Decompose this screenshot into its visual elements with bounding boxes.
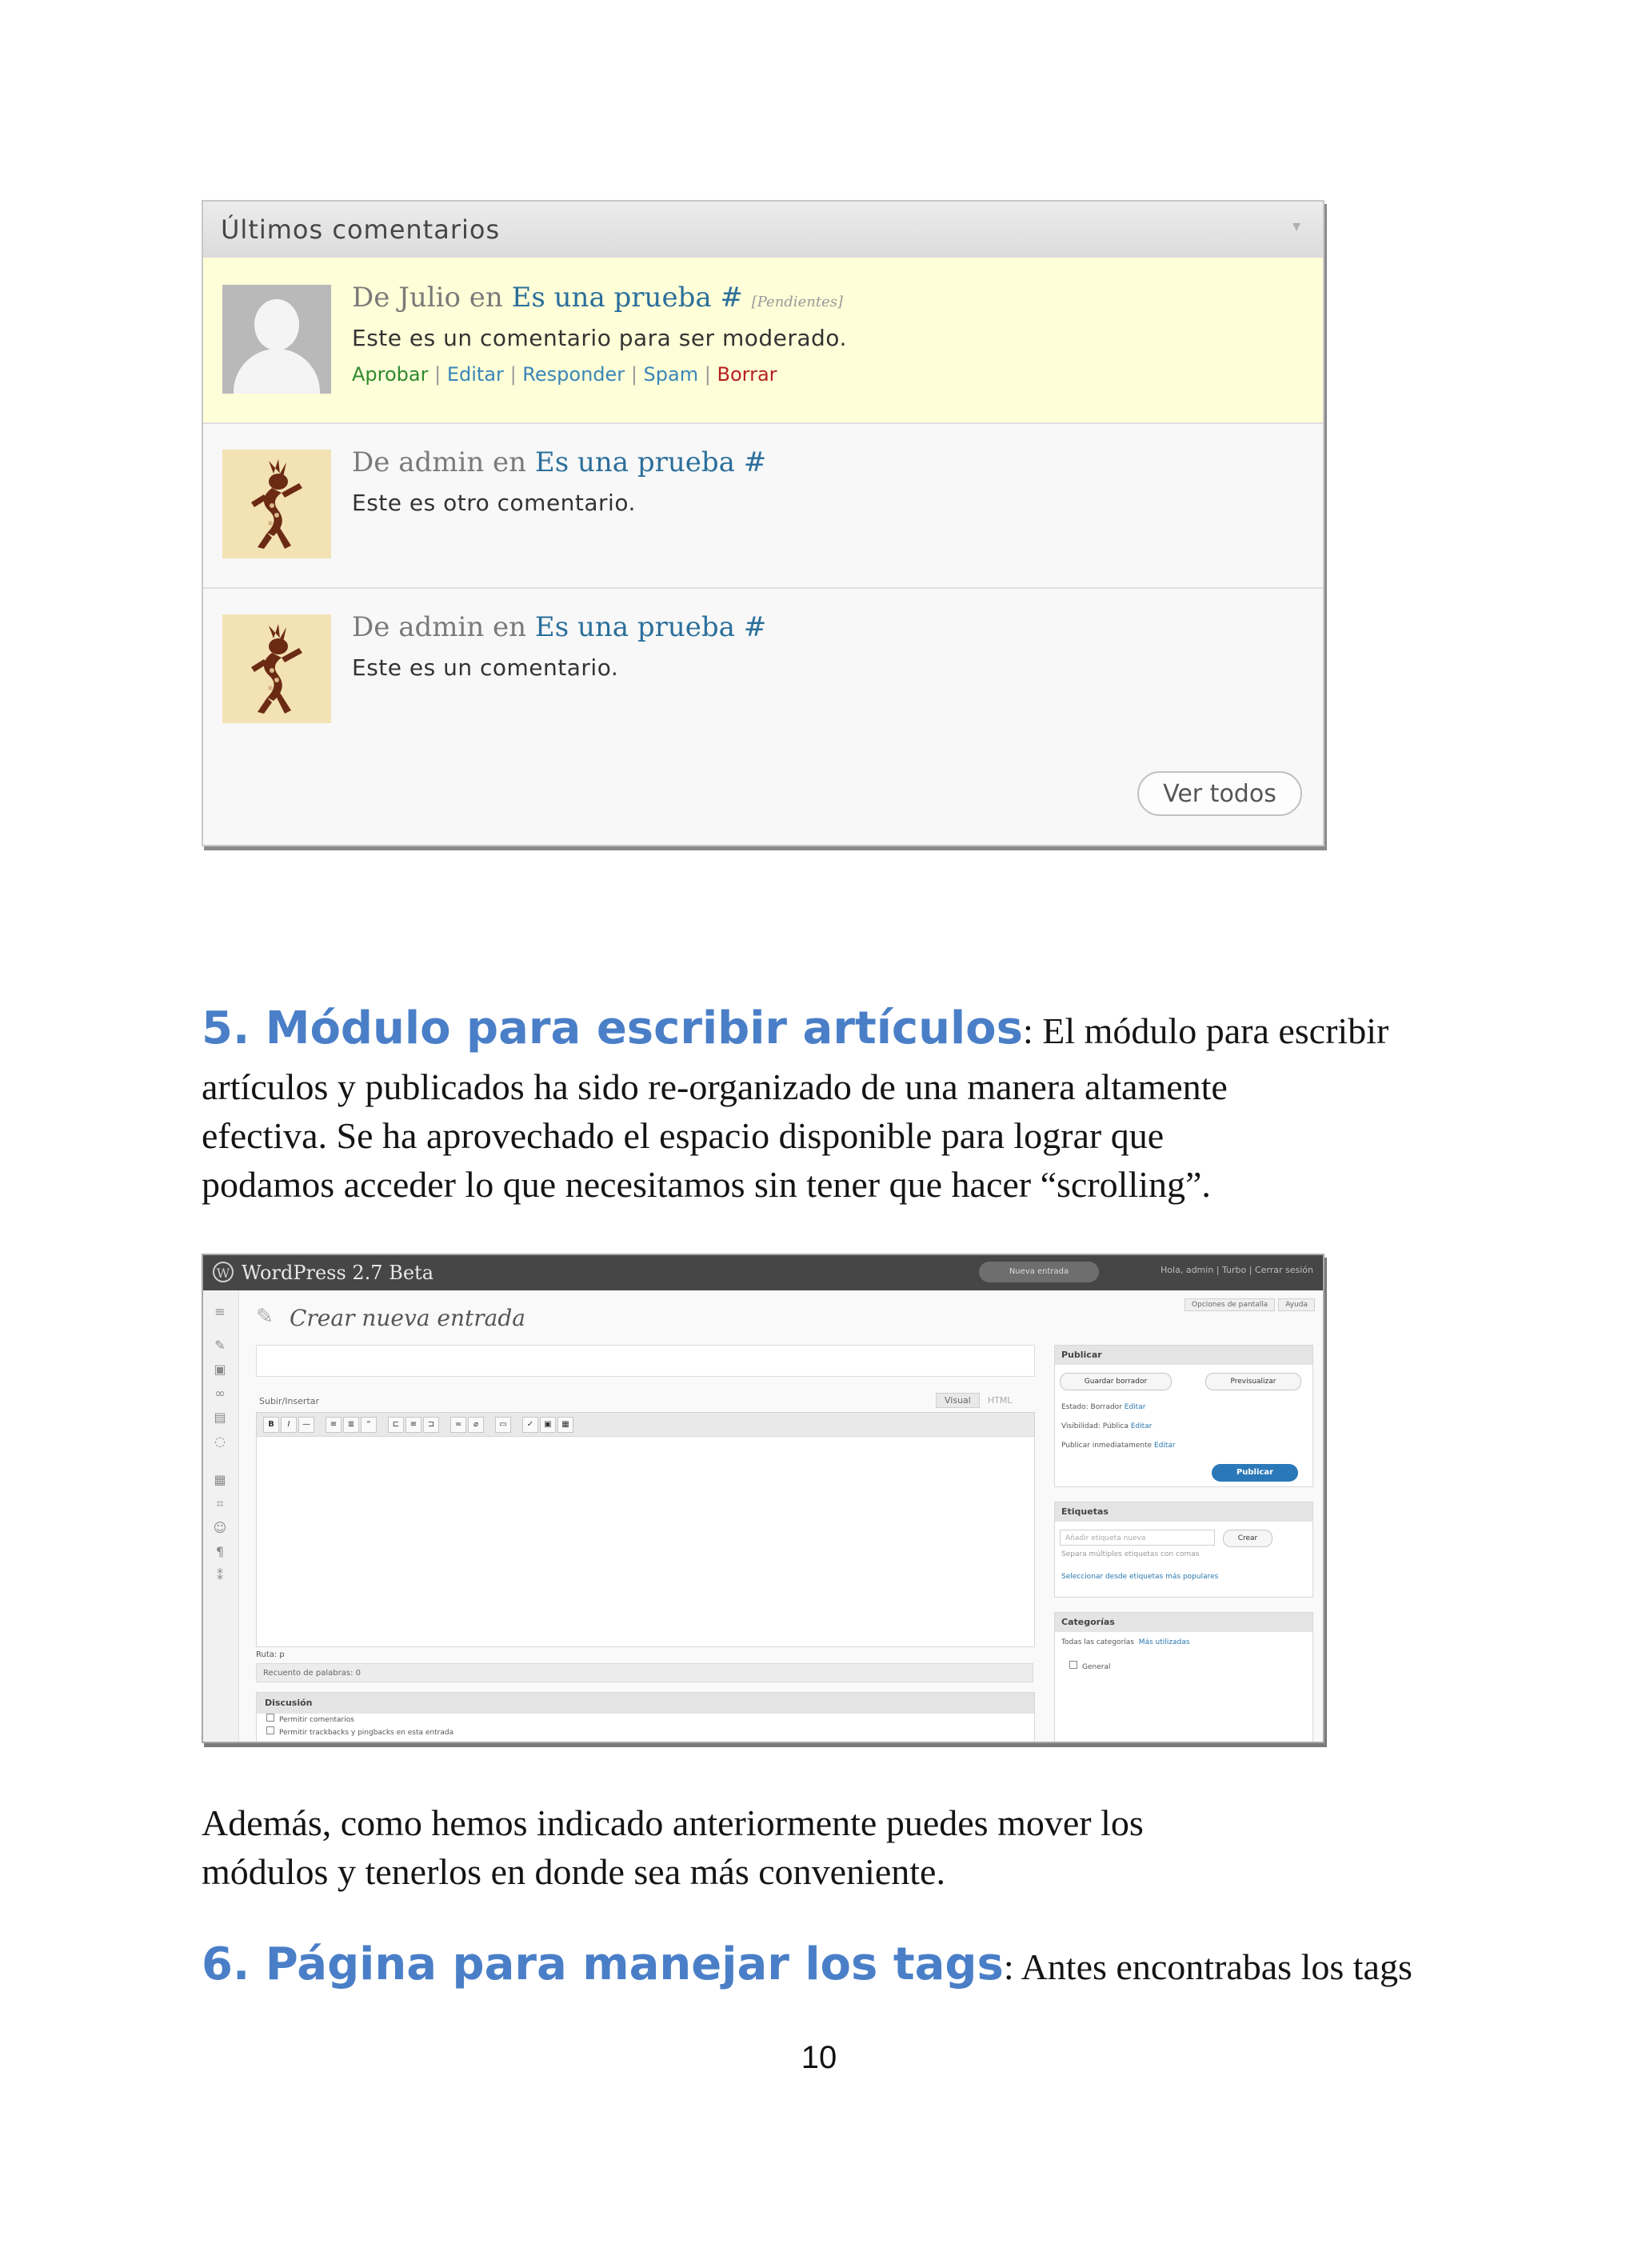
link-icon[interactable]: ∞: [450, 1417, 466, 1433]
approve-link[interactable]: Aprobar: [352, 363, 429, 386]
align-center-icon[interactable]: ≡: [406, 1417, 421, 1433]
discussion-box: [256, 1692, 1035, 1743]
kokopelli-avatar: [222, 614, 331, 723]
separator: |: [434, 363, 441, 386]
tab-visual[interactable]: Visual: [936, 1393, 980, 1408]
publish-box-title[interactable]: Publicar: [1055, 1346, 1312, 1365]
latest-comments-screenshot: [202, 200, 1324, 846]
tag-input[interactable]: Añadir etiqueta nueva: [1060, 1530, 1215, 1546]
publish-button[interactable]: Publicar: [1212, 1464, 1298, 1482]
checkbox[interactable]: [1069, 1661, 1077, 1669]
separator: |: [630, 363, 637, 386]
plugins-icon[interactable]: ⌗: [216, 1496, 224, 1511]
allow-comments-label: Permitir comentarios: [279, 1716, 354, 1724]
comment-actions: [352, 363, 777, 386]
save-draft-button[interactable]: Guardar borrador: [1060, 1373, 1172, 1390]
comment-author: De admin en: [352, 446, 527, 478]
screen-options: [1181, 1298, 1315, 1311]
comment-author: De Julio en: [352, 282, 503, 314]
add-tag-button[interactable]: Crear: [1223, 1530, 1272, 1547]
wordpress-logo-icon: W: [213, 1262, 234, 1282]
post-title-input[interactable]: [256, 1345, 1035, 1377]
triangle-down-icon[interactable]: ▾: [1292, 216, 1301, 235]
tab-html[interactable]: HTML: [987, 1395, 1013, 1406]
status-row: [1061, 1403, 1145, 1411]
categories-box: [1054, 1612, 1313, 1743]
spellcheck-icon[interactable]: ✓: [522, 1417, 538, 1433]
comment-text: Este es un comentario para ser moderado.: [352, 325, 847, 351]
app-title: WordPress 2.7 Beta: [242, 1262, 433, 1284]
section5-text: : El módulo para escribir: [1022, 1010, 1389, 1051]
paragraph-line-1: Además, como hemos indicado anteriormente puedes mover los: [202, 1802, 1144, 1843]
new-entry-button[interactable]: Nueva entrada: [979, 1262, 1099, 1282]
publish-date-label: Publicar inmediatamente: [1061, 1442, 1153, 1450]
comment-item: [203, 422, 1323, 589]
page-title: Crear nueva entrada: [290, 1305, 525, 1331]
pages-icon[interactable]: ▤: [214, 1410, 226, 1425]
more-tag-icon[interactable]: ▭: [495, 1417, 511, 1433]
comment-post-link[interactable]: Es una prueba #: [534, 611, 767, 643]
tags-box: [1054, 1502, 1313, 1598]
section5-line-3: efectiva. Se ha aprovechado el espacio disponible para lograr que: [202, 1115, 1165, 1156]
delete-link[interactable]: Borrar: [717, 363, 777, 386]
edit-link[interactable]: Editar: [446, 363, 504, 386]
help-button[interactable]: Ayuda: [1278, 1298, 1315, 1311]
unlink-icon[interactable]: ⌀: [468, 1417, 484, 1433]
tags-box-title[interactable]: Etiquetas: [1055, 1502, 1312, 1522]
upload-insert-label[interactable]: Subir/Insertar: [259, 1396, 320, 1406]
tags-hint: Separa múltiples etiquetas con comas: [1061, 1550, 1200, 1558]
kitchen-sink-icon[interactable]: ▦: [557, 1417, 573, 1433]
tools-icon[interactable]: ¶: [215, 1544, 225, 1559]
section6-text: : Antes encontrabas los tags: [1003, 1946, 1412, 1987]
separator: |: [509, 363, 517, 386]
bold-icon[interactable]: B: [263, 1417, 279, 1433]
category-item[interactable]: [1069, 1661, 1110, 1671]
strikethrough-icon[interactable]: —: [298, 1417, 314, 1433]
widget-header: [203, 202, 1323, 259]
appearance-icon[interactable]: ▦: [214, 1472, 226, 1487]
category-tabs: [1061, 1638, 1189, 1646]
checkbox[interactable]: [266, 1714, 274, 1722]
admin-menu: [203, 1290, 239, 1742]
align-right-icon[interactable]: ⊐: [423, 1417, 439, 1433]
editor-tabs: [936, 1393, 1020, 1408]
view-all-button[interactable]: Ver todos: [1137, 771, 1302, 816]
section5-heading: 5. Módulo para escribir artículos: [202, 1002, 1023, 1054]
media-icon[interactable]: ▣: [214, 1362, 226, 1377]
comment-post-link[interactable]: Es una prueba #: [534, 446, 767, 478]
discussion-title[interactable]: Discusión: [257, 1693, 1034, 1714]
section5-line-4: podamos acceder lo que necesitamos sin tener que hacer “scrolling”.: [202, 1164, 1211, 1205]
screen-options-button[interactable]: Opciones de pantalla: [1185, 1298, 1275, 1311]
admin-header: [203, 1255, 1323, 1290]
numbered-list-icon[interactable]: ≣: [343, 1417, 359, 1433]
reply-link[interactable]: Responder: [522, 363, 625, 386]
editor-toolbar: [256, 1412, 1035, 1438]
links-icon[interactable]: ∞: [214, 1386, 226, 1401]
categories-box-title[interactable]: Categorías: [1055, 1613, 1312, 1632]
publish-date-row: [1061, 1442, 1176, 1450]
comment-text: Este es otro comentario.: [352, 490, 636, 516]
dashboard-icon[interactable]: ≡: [214, 1304, 226, 1319]
comment-item: [203, 258, 1323, 424]
popular-tags-link[interactable]: Seleccionar desde etiquetas más populares: [1061, 1573, 1219, 1581]
bullet-list-icon[interactable]: ≡: [326, 1417, 342, 1433]
visibility-row: [1061, 1422, 1152, 1430]
pin-icon[interactable]: ✎: [214, 1338, 226, 1353]
edit-visibility-link[interactable]: Editar: [1130, 1422, 1153, 1430]
spam-link[interactable]: Spam: [643, 363, 699, 386]
kokopelli-avatar: [222, 450, 331, 558]
editor-path: Ruta: p: [256, 1650, 285, 1659]
comment-meta: [352, 446, 766, 478]
paragraph-line-2: módulos y tenerlos en donde sea más conveniente.: [202, 1851, 945, 1892]
user-links[interactable]: Hola, admin | Turbo | Cerrar sesión: [1161, 1265, 1313, 1275]
category-label: General: [1082, 1663, 1111, 1671]
comment-meta: [352, 282, 843, 314]
edit-status-link[interactable]: Editar: [1124, 1403, 1146, 1411]
visibility-label: Visibilidad: Pública: [1061, 1422, 1129, 1430]
comments-icon[interactable]: ◌: [214, 1434, 226, 1449]
widget-title: Últimos comentarios: [221, 214, 501, 245]
settings-icon[interactable]: ⁑: [217, 1568, 223, 1583]
allow-comments-option[interactable]: [257, 1714, 1034, 1726]
tab-popular-categories[interactable]: Más utilizadas: [1138, 1638, 1190, 1646]
default-avatar: [222, 285, 331, 394]
section5-line-2: artículos y publicados ha sido re-organizado de una manera altamente: [202, 1066, 1228, 1107]
publish-box: [1054, 1345, 1313, 1487]
section6-heading: 6. Página para manejar los tags: [202, 1938, 1004, 1990]
comment-text: Este es un comentario.: [352, 654, 619, 681]
align-left-icon[interactable]: ⊏: [388, 1417, 404, 1433]
pin-icon: ✎: [256, 1305, 274, 1329]
italic-icon[interactable]: I: [281, 1417, 297, 1433]
users-icon[interactable]: ☺: [213, 1520, 227, 1535]
comment-author: De admin en: [352, 611, 527, 643]
page-number: 10: [801, 2040, 837, 2075]
pending-badge: [Pendientes]: [751, 294, 843, 310]
allow-trackbacks-option[interactable]: [257, 1726, 1034, 1739]
preview-button[interactable]: Previsualizar: [1205, 1373, 1301, 1390]
comment-post-link[interactable]: Es una prueba #: [511, 282, 743, 314]
fullscreen-icon[interactable]: ▣: [540, 1417, 556, 1433]
checkbox[interactable]: [266, 1726, 274, 1734]
section6-line-1: [202, 1940, 1412, 1991]
status-label: Estado: Borrador: [1061, 1403, 1122, 1411]
separator: |: [704, 363, 711, 386]
allow-trackbacks-label: Permitir trackbacks y pingbacks en esta entrada: [279, 1729, 454, 1737]
edit-date-link[interactable]: Editar: [1153, 1442, 1176, 1450]
tab-all-categories[interactable]: Todas las categorías: [1061, 1638, 1134, 1646]
comment-item: [203, 587, 1323, 752]
wordpress-editor-screenshot: [202, 1254, 1324, 1743]
section5-line-1: [202, 1004, 1388, 1055]
word-count: Recuento de palabras: 0: [256, 1663, 1033, 1682]
comment-meta: [352, 611, 766, 643]
blockquote-icon[interactable]: “: [361, 1417, 377, 1433]
post-content-editor[interactable]: [256, 1436, 1035, 1647]
